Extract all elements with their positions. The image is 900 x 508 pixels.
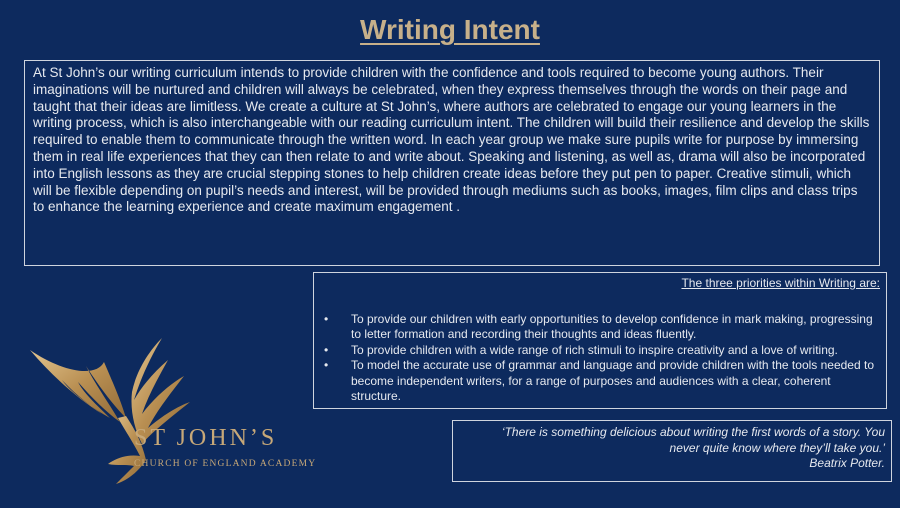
quote-line-2: never quite know where they’ll take you.’ <box>669 440 885 455</box>
page-title: Writing Intent <box>360 14 540 45</box>
school-name: ST JOHN’S <box>134 425 278 451</box>
quote-box <box>452 420 892 482</box>
intent-paragraph: At St John’s our writing curriculum intends to provide children with the confidence and tools required to become young authors. Their imaginations will be nurtured and children will always be celebrated, when they express themselves through the words on their page and taught that their ideas are limitless. We create a culture at St John’s, where authors are celebrated to engage our young learners in the writing process, which is also interchangeable with our reading curriculum intent. The children will build their resilience and develop the skills required to enable them to communicate through the written word. In each year group we make sure pupils write for purpose by immersing them in real life experiences that they can then relate to and write about. Speaking and listening, as well as, drama will also be incorporated into English lessons as they are crucial stepping stones to help children create ideas before they put pen to paper. Creative stimuli, which will be flexible depending on pupil’s needs and interest, will be provided through mediums such as books, images, film clips and class trips to enhance the learning experience and create maximum engagement . <box>33 65 870 215</box>
priorities-list <box>320 312 880 405</box>
quote-line-1: ‘There is something delicious about writing the first words of a story. You <box>501 425 885 439</box>
quote-author: Beatrix Potter. <box>809 456 885 470</box>
priority-item: • To provide children with a wide range of rich stimuli to inspire creativity and a love of writing. <box>346 343 880 359</box>
school-subtitle: CHURCH OF ENGLAND ACADEMY <box>134 459 317 469</box>
priority-item: • To model the accurate use of grammar and language and provide children with the tools needed to become independent writers, for a range of purposes and audiences with a clear, coherent structure. <box>346 358 880 405</box>
priorities-heading: The three priorities within Writing are: <box>681 276 880 290</box>
intent-text-box <box>24 60 880 266</box>
priority-item: • To provide our children with early opportunities to develop confidence in mark making, progressing to letter formation and recording their thoughts and ideas fluently. <box>346 312 880 343</box>
priorities-box <box>313 272 887 409</box>
